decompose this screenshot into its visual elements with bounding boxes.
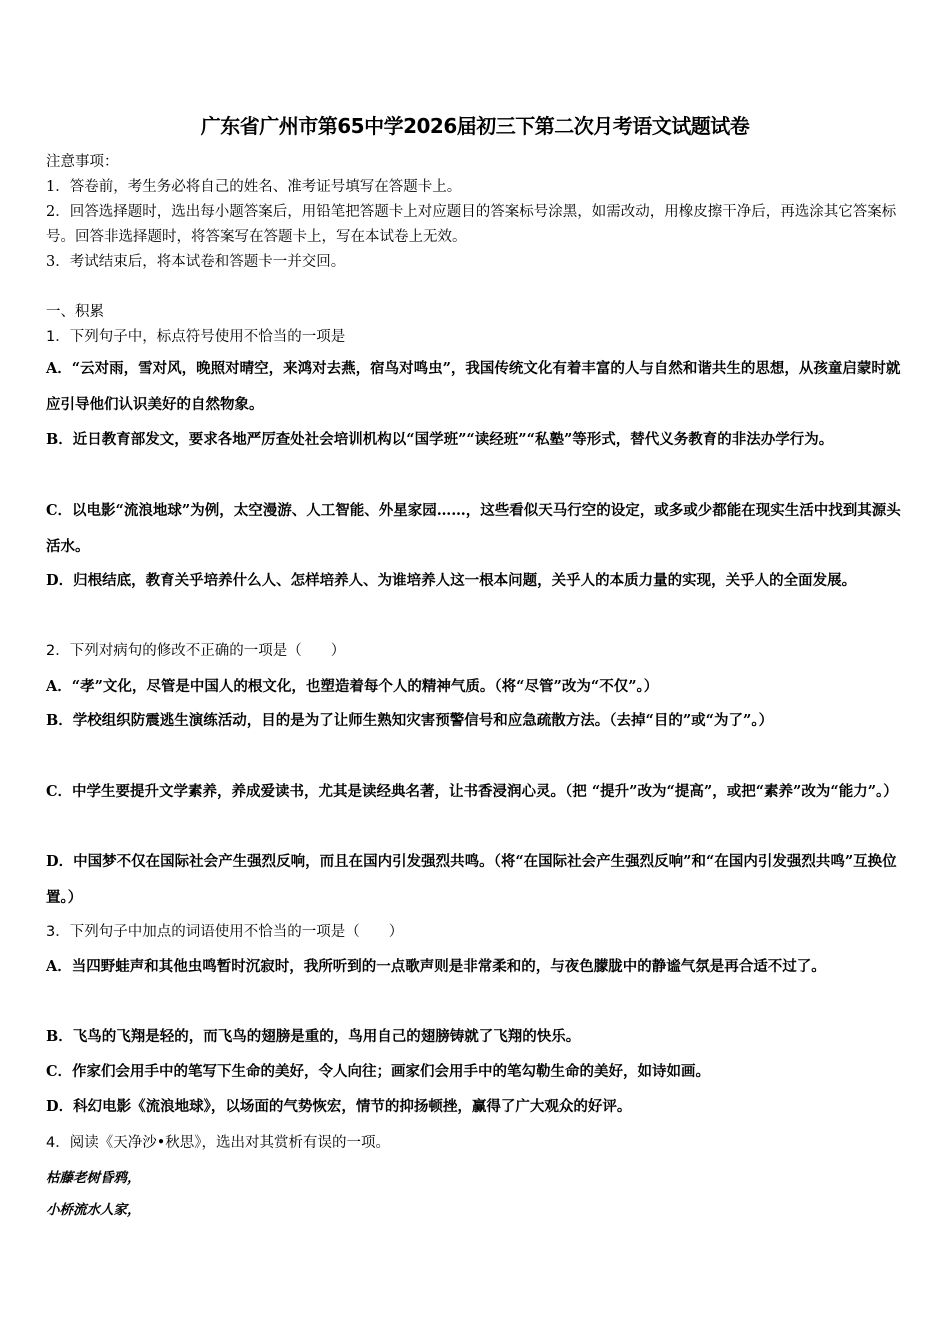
poem-line: 枯藤老树昏鸦， bbox=[46, 1170, 141, 1186]
option-c: C．中学生要提升文学素养，养成爱读书，尤其是读经典名著，让书香浸润心灵。（把 “提升”改为“提高”，或把“素养”改为“能力”。） bbox=[46, 783, 898, 800]
notice-item: 1．答卷前，考生务必将自己的姓名、准考证号填写在答题卡上。 bbox=[46, 179, 462, 195]
poem-line: 小桥流水人家， bbox=[46, 1202, 141, 1218]
section-heading: 一、积累 bbox=[46, 304, 104, 320]
option-a: A．当四野蛙声和其他虫鸣暂时沉寂时，我所听到的一点歌声则是非常柔和的，与夜色朦胧中的静谧气氛是再合适不过了。 bbox=[46, 958, 826, 975]
question-stem bbox=[46, 325, 916, 349]
notice-block bbox=[46, 150, 906, 275]
option-c: C．作家们会用手中的笔写下生命的美好，令人向往；画家们会用手中的笔勾勒生命的美好，如诗如画。 bbox=[46, 1063, 711, 1080]
option-b: B．飞鸟的飞翔是轻的，而飞鸟的翅膀是重的，鸟用自己的翅膀铸就了飞翔的快乐。 bbox=[46, 1028, 581, 1045]
question-stem bbox=[46, 1131, 916, 1155]
page-title: 广东省广州市第65中学2026届初三下第二次月考语文试题试卷 bbox=[200, 114, 750, 138]
notice-heading: 注意事项： bbox=[46, 154, 119, 170]
option-a: A．“孝”文化，尽管是中国人的根文化，也塑造着每个人的精神气质。（将“尽管”改为“不仅”。） bbox=[46, 678, 659, 695]
question-stem bbox=[46, 920, 916, 944]
question-text: 阅读《天净沙•秋思》，选出对其赏析有误的一项。 bbox=[69, 1135, 391, 1151]
question-number: 2． bbox=[46, 643, 70, 659]
question-text: 下列对病句的修改不正确的一项是（ ） bbox=[69, 643, 346, 659]
question-stem bbox=[46, 639, 916, 663]
option-a: A．“云对雨，雪对风，晚照对晴空，来鸿对去燕，宿鸟对鸣虫”，我国传统文化有着丰富的人与自然和谐共生的思想，从孩童启蒙时就应引导他们认识美好的自然物象。 bbox=[46, 360, 901, 413]
question-text: 下列句子中加点的词语使用不恰当的一项是（ ） bbox=[69, 924, 404, 940]
option-c: C．以电影“流浪地球”为例，太空漫游、人工智能、外星家园……，这些看似天马行空的设定，或多或少都能在现实生活中找到其源头活水。 bbox=[46, 502, 901, 555]
notice-item: 2．回答选择题时，选出每小题答案后，用铅笔把答题卡上对应题目的答案标号涂黑，如需改动，用橡皮擦干净后，再选涂其它答案标号。回答非选择题时，将答案写在答题卡上，写在本试卷上无效。 bbox=[46, 204, 897, 245]
question-text: 下列句子中，标点符号使用不恰当的一项是 bbox=[69, 329, 346, 345]
option-d: D．科幻电影《流浪地球》，以场面的气势恢宏，情节的抑扬顿挫，赢得了广大观众的好评。 bbox=[46, 1098, 632, 1115]
question-number: 3． bbox=[46, 924, 70, 940]
question-number: 1． bbox=[46, 329, 70, 345]
option-b: B．学校组织防震逃生演练活动，目的是为了让师生熟知灾害预警信号和应急疏散方法。（去掉“目的”或“为了”。） bbox=[46, 712, 774, 729]
option-b: B．近日教育部发文，要求各地严厉查处社会培训机构以“国学班”“读经班”“私塾”等形式，替代义务教育的非法办学行为。 bbox=[46, 431, 834, 448]
question-number: 4． bbox=[46, 1135, 70, 1151]
option-d: D．中国梦不仅在国际社会产生强烈反响，而且在国内引发强烈共鸣。（将“在国际社会产生强烈反响”和“在国内引发强烈共鸣”互换位置。） bbox=[46, 853, 897, 906]
option-d: D．归根结底，教育关乎培养什么人、怎样培养人、为谁培养人这一根本问题，关乎人的本质力量的实现，关乎人的全面发展。 bbox=[46, 572, 857, 589]
notice-item: 3．考试结束后，将本试卷和答题卡一并交回。 bbox=[46, 254, 346, 270]
